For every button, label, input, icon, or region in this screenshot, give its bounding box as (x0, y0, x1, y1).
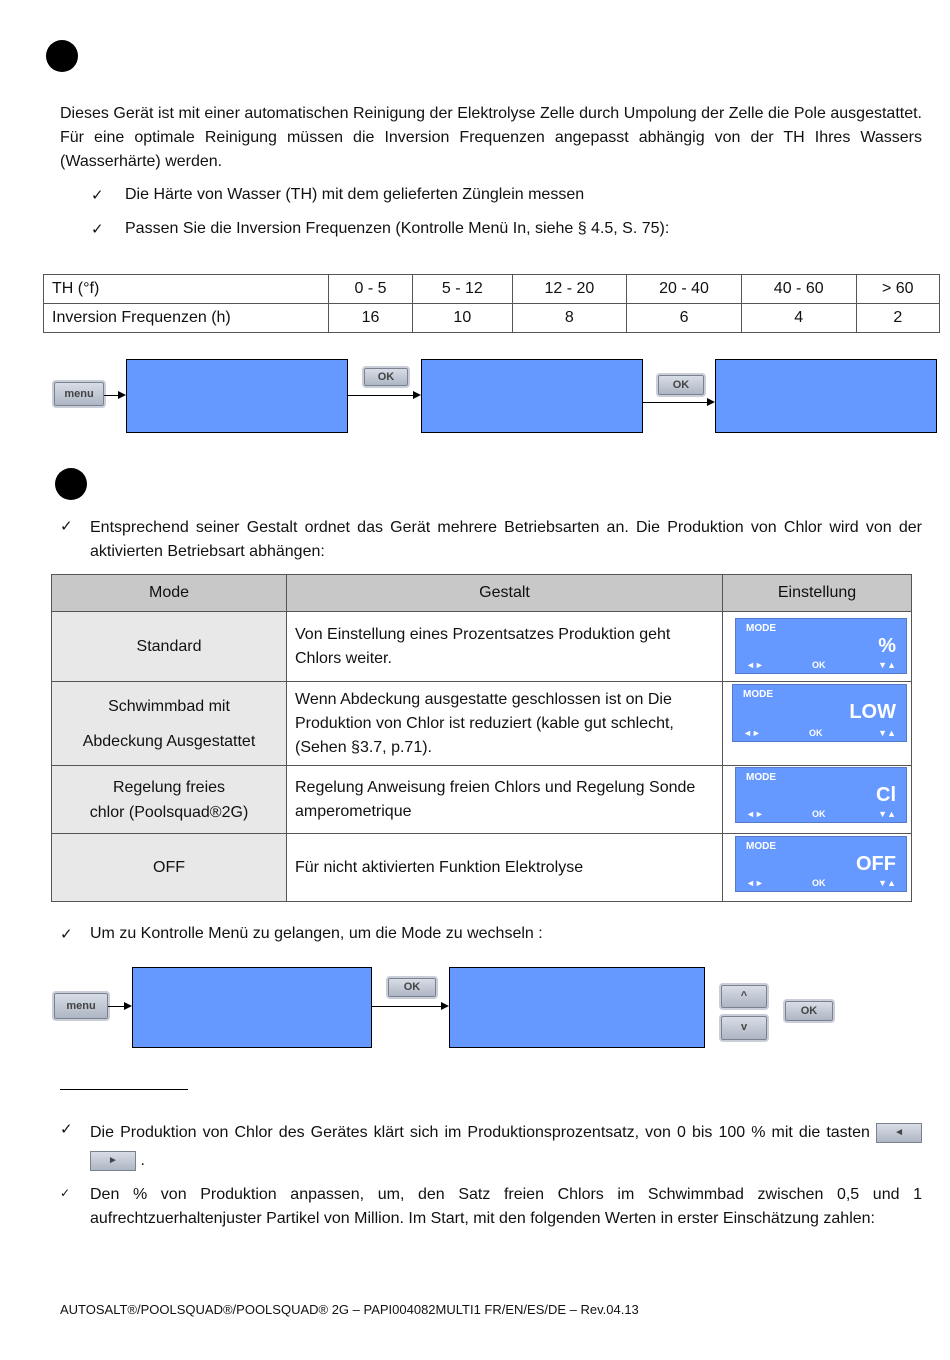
table-row (52, 612, 912, 682)
lcd-ok-label: OK (809, 728, 823, 738)
ok-button[interactable]: OK (785, 1001, 833, 1021)
section-divider (60, 1089, 188, 1090)
section-bullet-dot (55, 468, 87, 500)
table-cell: 8 (512, 304, 627, 333)
column-header: Mode (52, 575, 287, 612)
mode-setting (723, 834, 912, 902)
mode-name (52, 766, 287, 834)
flow-arrow (372, 1006, 441, 1007)
table-row (44, 304, 940, 333)
down-button[interactable]: v (721, 1016, 767, 1040)
production-bullet-1-text: Die Produktion von Chlor des Gerätes klärt sich im Produktionsprozentsatz, von 0 bis 100 % mit die tasten (90, 1124, 870, 1141)
flow-arrowhead (707, 398, 715, 406)
ok-button[interactable]: OK (388, 978, 436, 997)
display-screen (421, 359, 643, 433)
lcd-value: Cl (876, 784, 896, 806)
production-bullet-1-end: . (140, 1152, 145, 1169)
left-right-arrows-icon: ◄► (746, 660, 764, 670)
check-icon: ✓ (60, 517, 73, 535)
up-down-arrows-icon: ▼▲ (878, 728, 896, 738)
column-header: Einstellung (723, 575, 912, 612)
table-cell: 40 - 60 (741, 275, 856, 304)
display-screen (715, 359, 937, 433)
table-cell: 20 - 40 (627, 275, 742, 304)
table-cell: 6 (627, 304, 742, 333)
right-key-icon: ► (90, 1151, 136, 1171)
column-header: Gestalt (287, 575, 723, 612)
hardness-frequency-table (43, 274, 940, 333)
menu-button[interactable]: menu (54, 993, 108, 1019)
modes-table (51, 574, 912, 902)
flow-arrowhead (124, 1002, 132, 1010)
mode-name: Standard (52, 612, 287, 682)
section-bullet-dot (46, 40, 78, 72)
table-cell: > 60 (856, 275, 939, 304)
check-icon: ✓ (60, 925, 73, 943)
mode-setting (723, 682, 912, 766)
check-icon: ✓ (60, 1186, 71, 1200)
left-key-icon: ◄ (876, 1123, 922, 1143)
lcd-display (735, 836, 907, 892)
display-screen (449, 967, 705, 1048)
table-row (44, 275, 940, 304)
up-button[interactable]: ^ (721, 985, 767, 1008)
lcd-display (732, 684, 907, 742)
table-cell: 12 - 20 (512, 275, 627, 304)
mode-description: Von Einstellung eines Prozentsatzes Produktion geht Chlors weiter. (287, 612, 723, 682)
mode-name-line: Regelung freies (112, 778, 226, 796)
check-icon: ✓ (91, 220, 104, 238)
left-right-arrows-icon: ◄► (743, 728, 761, 738)
table-row (52, 834, 912, 902)
lcd-value: OFF (856, 853, 896, 875)
lcd-value: % (878, 635, 896, 657)
mode-description: Für nicht aktivierten Funktion Elektrolyse (287, 834, 723, 902)
left-right-arrows-icon: ◄► (746, 809, 764, 819)
lcd-value: LOW (849, 701, 896, 723)
lcd-display (735, 618, 907, 674)
mode-name: OFF (52, 834, 287, 902)
modes-intro-text: Entsprechend seiner Gestalt ordnet das Gerät mehrere Betriebsarten an. Die Produktion von Chlor wird von der aktivierten Betriebsart abhängen: (90, 519, 922, 560)
check-icon: ✓ (91, 186, 104, 204)
lcd-mode-label: MODE (746, 841, 776, 852)
flow-arrowhead (413, 391, 421, 399)
ok-button[interactable]: OK (364, 368, 408, 386)
display-screen (132, 967, 372, 1048)
row-label: Inversion Frequenzen (h) (44, 304, 329, 333)
table-cell: 4 (741, 304, 856, 333)
mode-setting (723, 612, 912, 682)
lcd-mode-label: MODE (746, 772, 776, 783)
bullet-adjust-frequency: Passen Sie die Inversion Frequenzen (Kontrolle Menü In, siehe § 4.5, S. 75): (125, 220, 670, 237)
page-footer: AUTOSALT®/POOLSQUAD®/POOLSQUAD® 2G – PAPI004082MULTI1 FR/EN/ES/DE – Rev.04.13 (60, 1302, 639, 1317)
mode-description: Wenn Abdeckung ausgestatte geschlossen ist on Die Produktion von Chlor ist reduziert (kable gut schlecht, (Sehen §3.7, p.71). (287, 682, 723, 766)
up-down-arrows-icon: ▼▲ (878, 878, 896, 888)
lcd-ok-label: OK (812, 809, 826, 819)
flow-arrow (643, 402, 707, 403)
table-cell: 0 - 5 (329, 275, 413, 304)
table-cell: 2 (856, 304, 939, 333)
flow-arrow (108, 1006, 124, 1007)
production-bullet-1 (90, 1119, 922, 1175)
table-cell: 16 (329, 304, 413, 333)
lcd-ok-label: OK (812, 660, 826, 670)
menu-button[interactable]: menu (54, 382, 104, 406)
table-header-row (52, 575, 912, 612)
lcd-ok-label: OK (812, 878, 826, 888)
lcd-mode-label: MODE (746, 623, 776, 634)
flow-arrow (104, 395, 118, 396)
bullet-measure-hardness: Die Härte von Wasser (TH) mit dem gelieferten Zünglein messen (125, 186, 585, 203)
lcd-display (735, 767, 907, 823)
production-bullet-2: Den % von Produktion anpassen, um, den Satz freien Chlors im Schwimmbad zwischen 0,5 und 1 aufrechtzuerhaltenjuster Partikel von Million. Im Start, mit den folgenden Werten in erster Einschätzung zahlen: (90, 1186, 922, 1227)
flow-arrowhead (441, 1002, 449, 1010)
mode-name (52, 682, 287, 766)
table-row (52, 682, 912, 766)
mode-setting (723, 766, 912, 834)
mode-name-line: chlor (Poolsquad®2G) (89, 803, 249, 821)
up-down-arrows-icon: ▼▲ (878, 809, 896, 819)
left-right-arrows-icon: ◄► (746, 878, 764, 888)
table-cell: 10 (413, 304, 512, 333)
lcd-mode-label: MODE (743, 689, 773, 700)
display-screen (126, 359, 348, 433)
mode-name-line: Abdeckung Ausgestattet (82, 732, 256, 750)
mode-description: Regelung Anweisung freien Chlors und Regelung Sonde amperometrique (287, 766, 723, 834)
table-row (52, 766, 912, 834)
flow-arrow (348, 395, 413, 396)
check-icon: ✓ (60, 1120, 73, 1138)
mode-access-text: Um zu Kontrolle Menü zu gelangen, um die Mode zu wechseln : (90, 925, 543, 942)
up-down-arrows-icon: ▼▲ (878, 660, 896, 670)
flow-arrowhead (118, 391, 126, 399)
row-label: TH (°f) (44, 275, 329, 304)
mode-name-line: Schwimmbad mit (108, 697, 230, 715)
table-cell: 5 - 12 (413, 275, 512, 304)
ok-button[interactable]: OK (658, 375, 704, 395)
inversion-intro-paragraph: Dieses Gerät ist mit einer automatischen Reinigung der Elektrolyse Zelle durch Umpolung der Zelle die Pole ausgestattet. Für eine optimale Reinigung müssen die Inversion Frequenzen angepasst abhängig von der TH Ihres Wassers (Wasserhärte) werden. (60, 105, 922, 170)
